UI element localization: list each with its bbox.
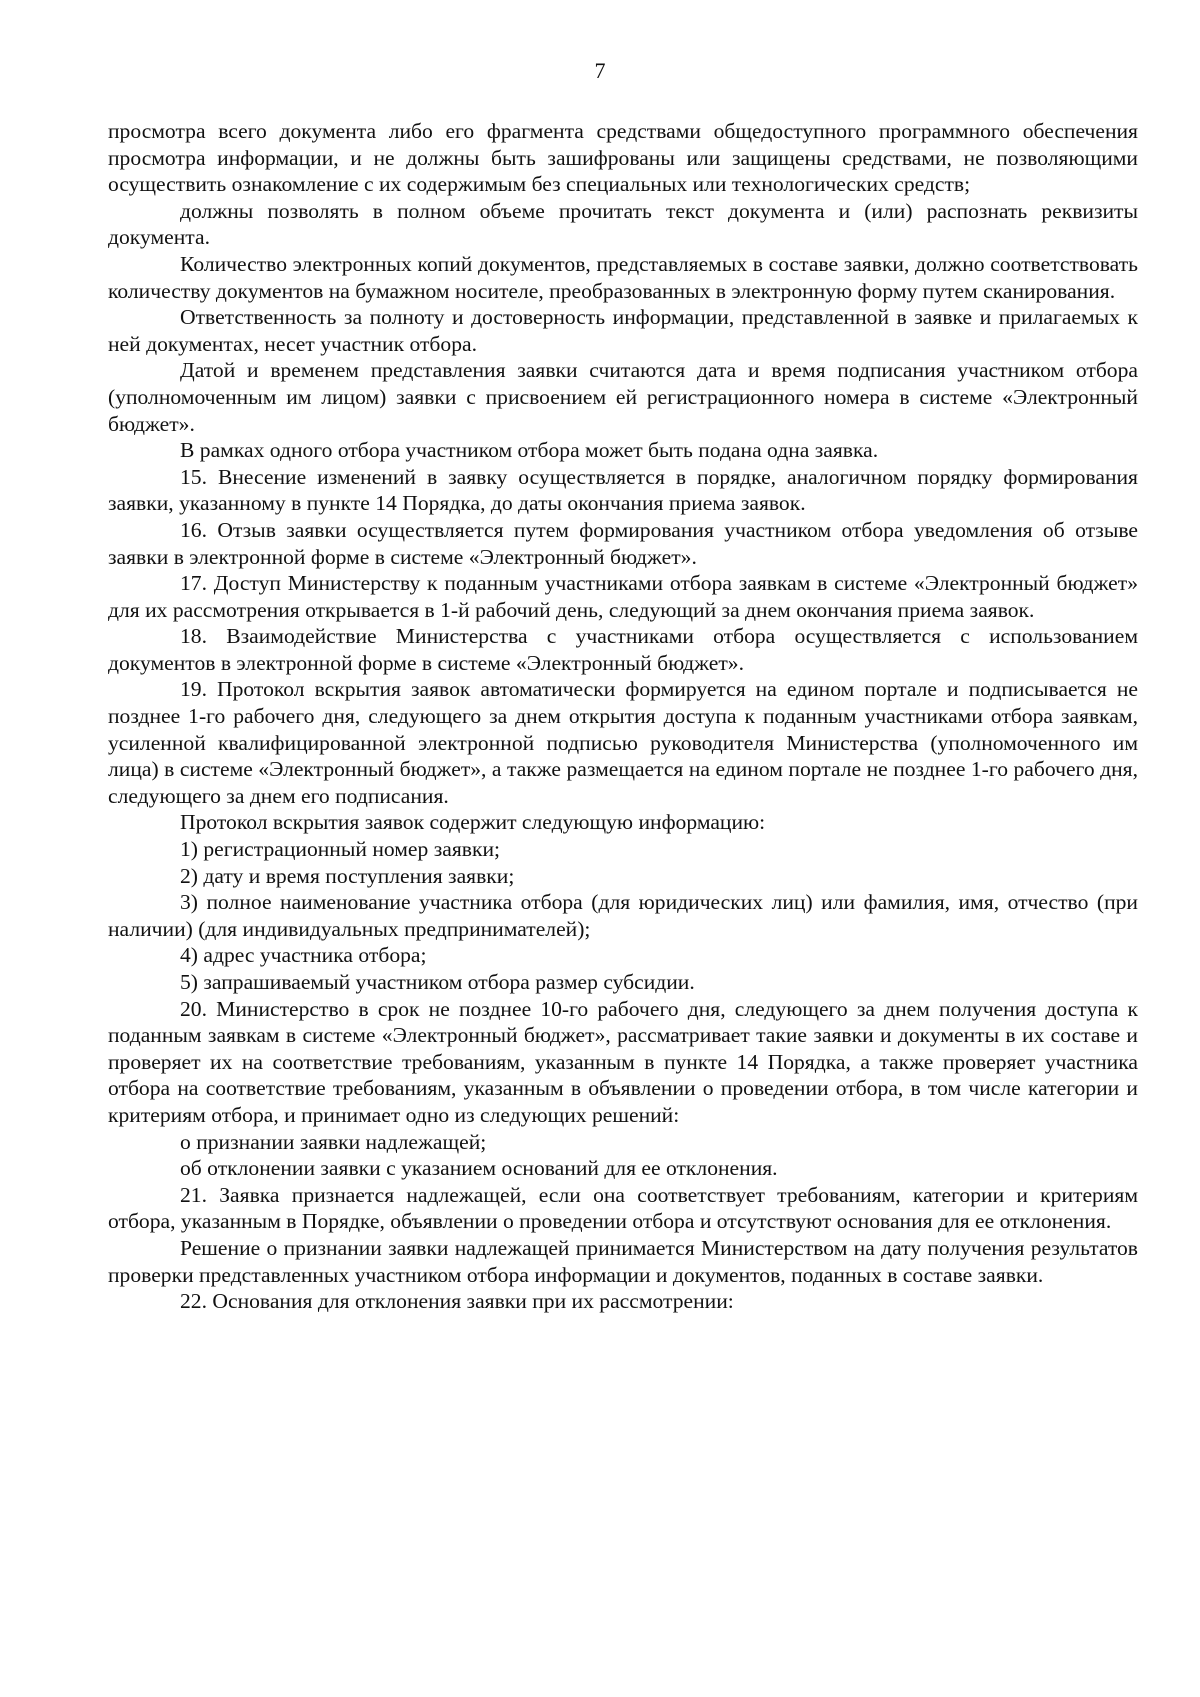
paragraph: 20. Министерство в срок не позднее 10-го рабочего дня, следующего за днем получения доступа к поданным заявкам в системе «Электронный бюджет», рассматривает такие заявки и документы в их составе и проверяет их на соответствие требованиям, указанным в пункте 14 Порядка, а также проверяет участника отбора на соответствие требованиям, указанным в объявлении о проведении отбора, в том числе категории и критериям отбора, и принимает одно из следующих решений:: [108, 996, 1138, 1127]
paragraph: 3) полное наименование участника отбора (для юридических лиц) или фамилия, имя, отчество (при наличии) (для индивидуальных предпринимателей);: [108, 890, 1138, 941]
paragraph: Датой и временем представления заявки считаются дата и время подписания участником отбора (уполномоченным им лицом) заявки с присвоением ей регистрационного номера в системе «Электронный бюджет».: [108, 358, 1138, 436]
paragraph: 21. Заявка признается надлежащей, если она соответствует требованиям, категории и критериям отбора, указанным в Порядке, объявлении о проведении отбора и отсутствуют основания для ее отклонения.: [108, 1182, 1138, 1234]
paragraph: Ответственность за полноту и достоверность информации, представленной в заявке и прилагаемых к ней документах, несет участник отбора.: [108, 305, 1138, 356]
paragraph: 2) дату и время поступления заявки;: [180, 863, 515, 888]
paragraph: 22. Основания для отклонения заявки при их рассмотрении:: [180, 1289, 734, 1314]
paragraph: о признании заявки надлежащей;: [180, 1129, 487, 1154]
paragraph: 18. Взаимодействие Министерства с участниками отбора осуществляется с использованием документов в электронной форме в системе «Электронный бюджет».: [108, 624, 1138, 675]
paragraph: Решение о признании заявки надлежащей принимается Министерством на дату получения результатов проверки представленных участником отбора информации и документов, поданных в составе заявки.: [108, 1235, 1138, 1287]
paragraph: 17. Доступ Министерству к поданным участниками отбора заявкам в системе «Электронный бюджет» для их рассмотрения открывается в 1-й рабочий день, следующий за днем окончания приема заявок.: [108, 571, 1138, 622]
paragraph: 4) адрес участника отбора;: [180, 943, 427, 968]
paragraph: 1) регистрационный номер заявки;: [180, 837, 501, 862]
paragraph: об отклонении заявки с указанием оснований для ее отклонения.: [180, 1156, 778, 1181]
page-number: 7: [594, 58, 606, 83]
paragraph: 16. Отзыв заявки осуществляется путем формирования участником отбора уведомления об отзыве заявки в электронной форме в системе «Электронный бюджет».: [108, 517, 1138, 569]
paragraph: просмотра всего документа либо его фрагмента средствами общедоступного программного обеспечения просмотра информации, и не должны быть зашифрованы или защищены средствами, не позволяющими осуществить ознакомление с их содержимым без специальных или технологических средств;: [108, 119, 1138, 197]
paragraph: Количество электронных копий документов, представляемых в составе заявки, должно соответствовать количеству документов на бумажном носителе, преобразованных в электронную форму путем сканирования.: [108, 251, 1138, 303]
paragraph: В рамках одного отбора участником отбора может быть подана одна заявка.: [180, 438, 879, 463]
paragraph: 19. Протокол вскрытия заявок автоматически формируется на едином портале и подписывается не позднее 1-го рабочего дня, следующего за днем открытия доступа к поданным участниками отбора заявкам, усиленной квалифицированной электронной подписью руководителя Министерства (уполномоченного им лица) в системе «Электронный бюджет», а также размещается на едином портале не позднее 1-го рабочего дня, следующего за днем его подписания.: [108, 677, 1138, 808]
document-body: [108, 118, 1138, 1315]
paragraph: должны позволять в полном объеме прочитать текст документа и (или) распознать реквизиты документа.: [108, 198, 1138, 250]
paragraph: Протокол вскрытия заявок содержит следующую информацию:: [180, 810, 766, 835]
paragraph: 15. Внесение изменений в заявку осуществляется в порядке, аналогичном порядку формирования заявки, указанному в пункте 14 Порядка, до даты окончания приема заявок.: [108, 464, 1138, 516]
paragraph: 5) запрашиваемый участником отбора размер субсидии.: [180, 970, 695, 994]
